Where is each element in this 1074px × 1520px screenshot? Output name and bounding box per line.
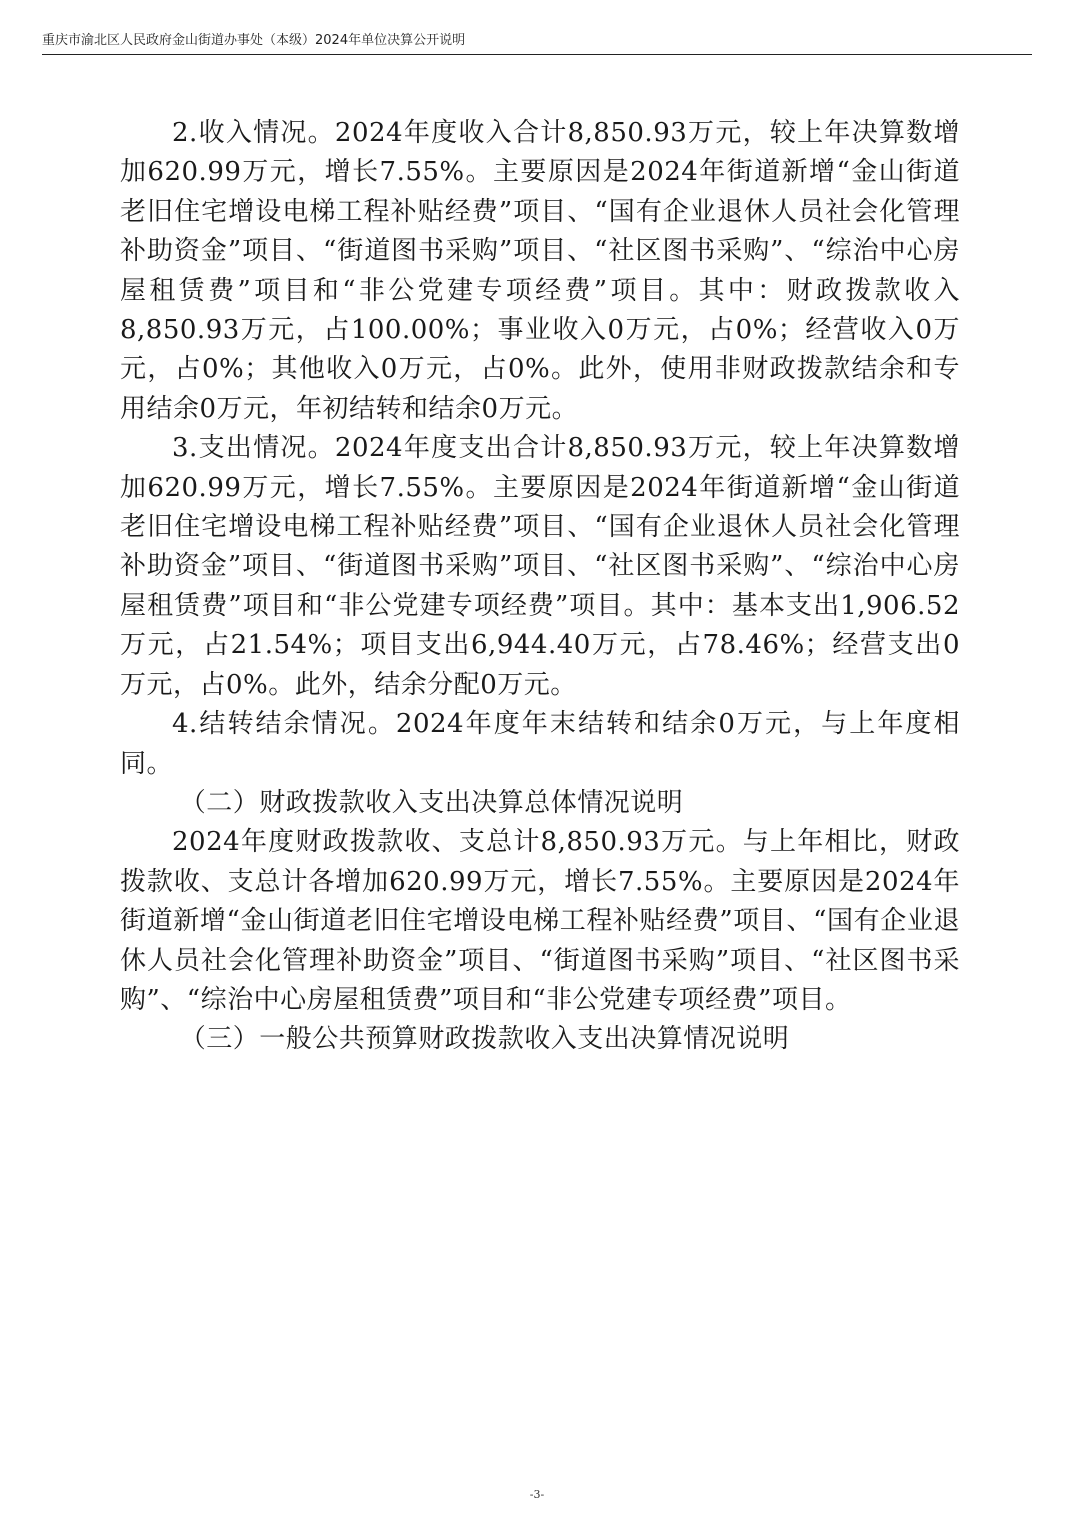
expense-paragraph: 3.支出情况。2024年度支出合计8,850.93万元，较上年决算数增加620.99万元，增长7.55%。主要原因是2024年街道新增“金山街道老旧住宅增设电梯工程补贴经费”项目、“国有企业退休人员社会化管理补助资金”项目、“街道图书采购”项目、“社区图书采购”、“综治中心房屋租赁费”项目和“非公党建专项经费”项目。其中：基本支出1,906.52万元，占21.54%；项目支出6,944.40万元，占78.46%；经营支出0万元，占0%。此外，结余分配0万元。: [120, 433, 960, 700]
document-title: 重庆市渝北区人民政府金山街道办事处（本级）2024年单位决算公开说明: [42, 33, 466, 48]
section-heading-general-budget: （三）一般公共预算财政拨款收入支出决算情况说明: [179, 1024, 790, 1055]
income-paragraph: 2.收入情况。2024年度收入合计8,850.93万元，较上年决算数增加620.99万元，增长7.55%。主要原因是2024年街道新增“金山街道老旧住宅增设电梯工程补贴经费”项目、“国有企业退休人员社会化管理补助资金”项目、“街道图书采购”项目、“社区图书采购”、“综治中心房屋租赁费”项目和“非公党建专项经费”项目。其中：财政拨款收入8,850.93万元，占100.00%；事业收入0万元，占0%；经营收入0万元，占0%；其他收入0万元，占0%。此外，使用非财政拨款结余和专用结余0万元，年初结转和结余0万元。: [120, 118, 960, 424]
page-header: [42, 32, 1032, 55]
carryover-paragraph: 4.结转结余情况。2024年度年末结转和结余0万元，与上年度相同。: [120, 709, 960, 779]
page-number: -3-: [529, 1488, 545, 1501]
document-body: [120, 114, 960, 1060]
section-heading-fiscal-overview: （二）财政拨款收入支出决算总体情况说明: [179, 787, 684, 818]
fiscal-overview-paragraph: 2024年度财政拨款收、支总计8,850.93万元。与上年相比，财政拨款收、支总计各增加620.99万元，增长7.55%。主要原因是2024年街道新增“金山街道老旧住宅增设电梯工程补贴经费”项目、“国有企业退休人员社会化管理补助资金”项目、“街道图书采购”项目、“社区图书采购”、“综治中心房屋租赁费”项目和“非公党建专项经费”项目。: [120, 827, 960, 1015]
